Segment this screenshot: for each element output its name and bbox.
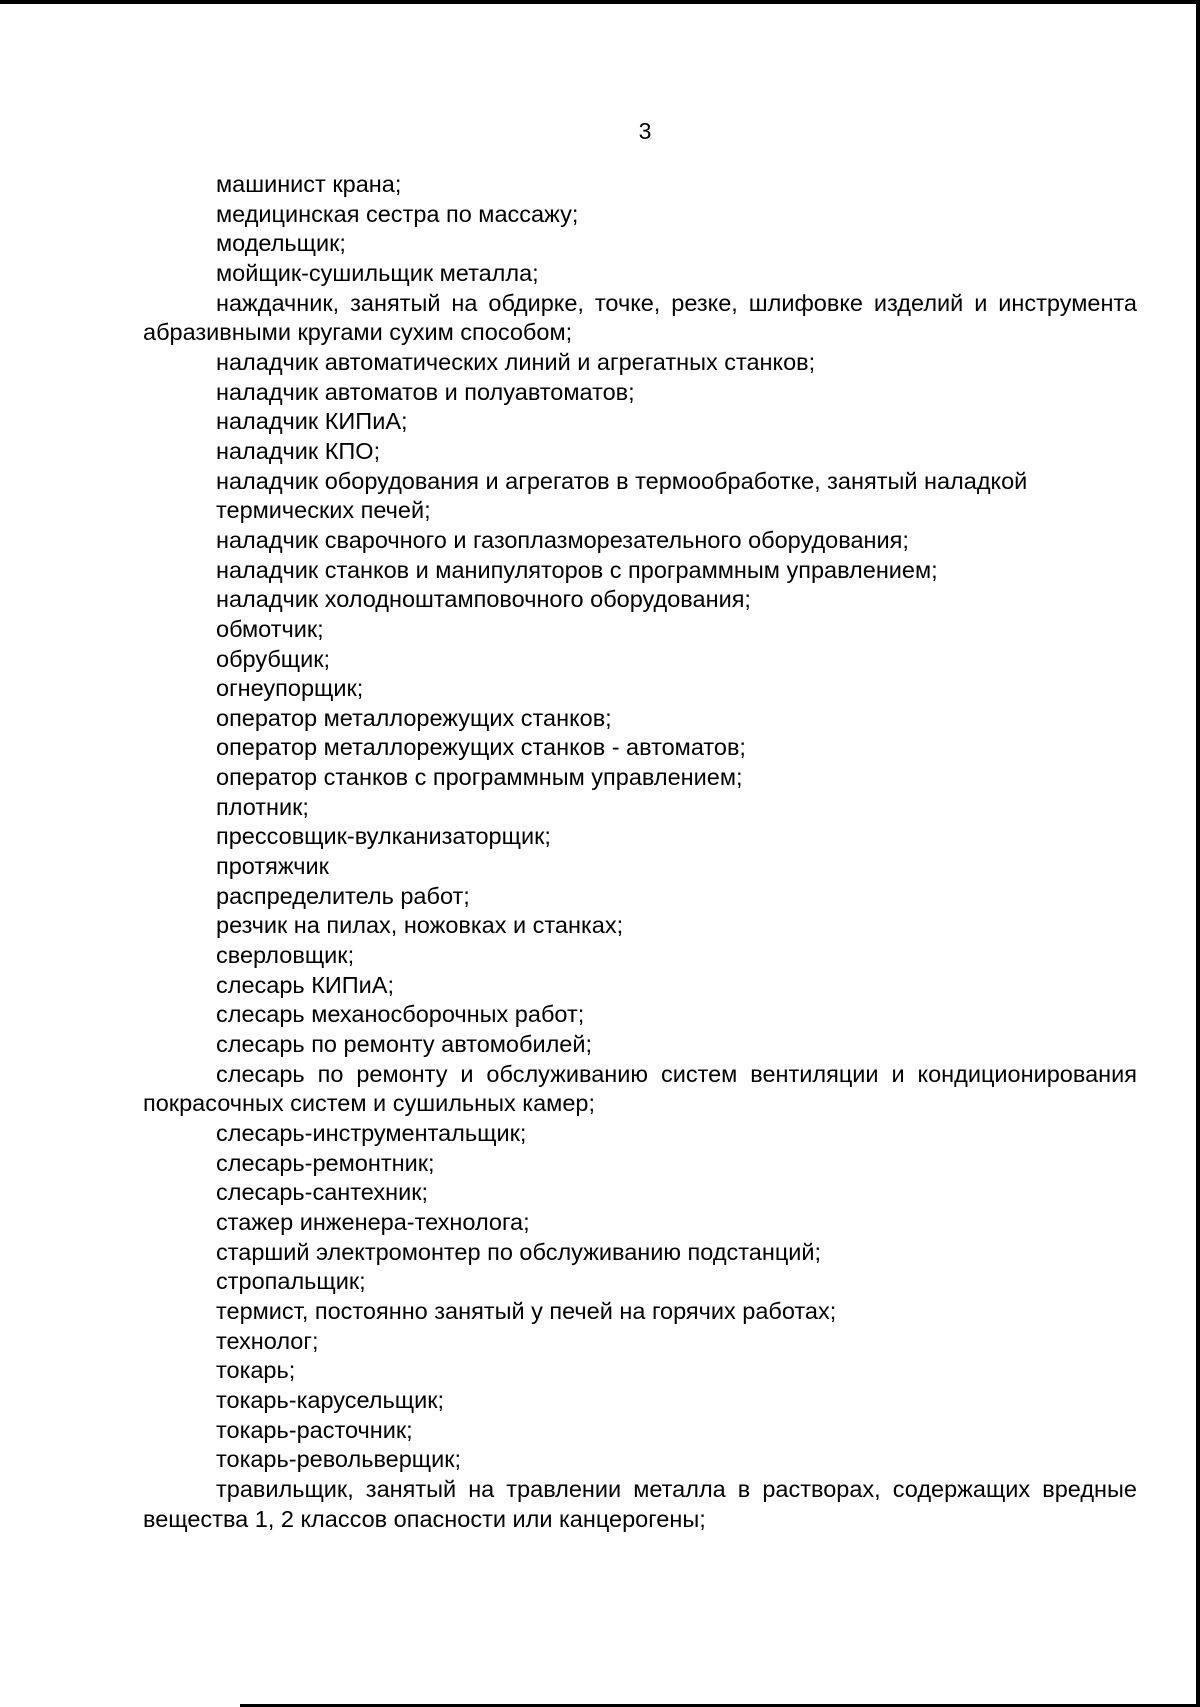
list-item: машинист крана; bbox=[216, 171, 402, 197]
list-item: наладчик автоматов и полуавтоматов; bbox=[216, 378, 635, 405]
scan-edge-top bbox=[0, 0, 1200, 4]
list-item: технолог; bbox=[216, 1327, 319, 1354]
list-item: токарь-карусельщик; bbox=[216, 1386, 445, 1413]
page-number: 3 bbox=[638, 118, 652, 144]
list-item: наладчик сварочного и газоплазморезательного оборудования; bbox=[216, 526, 909, 553]
list-item: термист, постоянно занятый у печей на горячих работах; bbox=[216, 1297, 837, 1324]
list-item: старший электромонтер по обслуживанию подстанций; bbox=[216, 1238, 822, 1265]
list-item: наждачник, занятый на обдирке, точке, резке, шлифовке изделий и инструмента абразивными кругами сухим способом; bbox=[143, 289, 1137, 346]
list-item: плотник; bbox=[216, 793, 309, 820]
list-item: наладчик КПО; bbox=[216, 437, 381, 464]
list-item: медицинская сестра по массажу; bbox=[216, 200, 579, 227]
list-item: токарь; bbox=[216, 1357, 296, 1384]
list-item: наладчик холодноштамповочного оборудования; bbox=[216, 586, 751, 613]
list-item: слесарь-ремонтник; bbox=[216, 1149, 435, 1176]
list-item: токарь-револьверщик; bbox=[216, 1446, 462, 1473]
list-item: слесарь по ремонту и обслуживанию систем вентиляции и кондиционирования покрасочных систем и сушильных камер; bbox=[143, 1060, 1137, 1117]
list-item: огнеупорщик; bbox=[216, 675, 364, 702]
list-item: слесарь КИПиА; bbox=[216, 971, 394, 998]
list-item: обрубщик; bbox=[216, 645, 331, 672]
list-item: оператор металлорежущих станков - автоматов; bbox=[216, 734, 746, 761]
list-item: модельщик; bbox=[216, 230, 346, 257]
list-item: токарь-расточник; bbox=[216, 1416, 413, 1443]
list-item: наладчик оборудования и агрегатов в термообработке, занятый наладкой термических печей; bbox=[216, 467, 1028, 524]
list-item: наладчик автоматических линий и агрегатных станков; bbox=[216, 348, 816, 375]
scan-edge-right bbox=[1196, 0, 1200, 1707]
list-item: стропальщик; bbox=[216, 1268, 366, 1295]
list-item: мойщик-сушильщик металла; bbox=[216, 259, 539, 286]
list-item: травильщик, занятый на травлении металла в растворах, содержащих вредные вещества 1, 2 классов опасности или канцерогены; bbox=[143, 1475, 1137, 1532]
list-item: слесарь-сантехник; bbox=[216, 1179, 429, 1206]
list-item: стажер инженера-технолога; bbox=[216, 1208, 530, 1235]
list-item: оператор станков с программным управлением; bbox=[216, 764, 743, 791]
list-item: резчик на пилах, ножовках и станках; bbox=[216, 912, 624, 939]
list-item: наладчик станков и манипуляторов с программным управлением; bbox=[216, 556, 938, 583]
list-item: распределитель работ; bbox=[216, 882, 470, 909]
list-item: слесарь механосборочных работ; bbox=[216, 1001, 585, 1028]
list-item: обмотчик; bbox=[216, 615, 324, 642]
list-item: сверловщик; bbox=[216, 942, 355, 969]
list-item: протяжчик bbox=[216, 853, 329, 880]
list-item: прессовщик-вулканизаторщик; bbox=[216, 823, 551, 850]
list-item: наладчик КИПиА; bbox=[216, 408, 408, 435]
list-item: слесарь-инструментальщик; bbox=[216, 1120, 527, 1146]
list-item: слесарь по ремонту автомобилей; bbox=[216, 1031, 593, 1058]
document-body bbox=[143, 170, 1137, 1534]
list-item: оператор металлорежущих станков; bbox=[216, 704, 612, 731]
